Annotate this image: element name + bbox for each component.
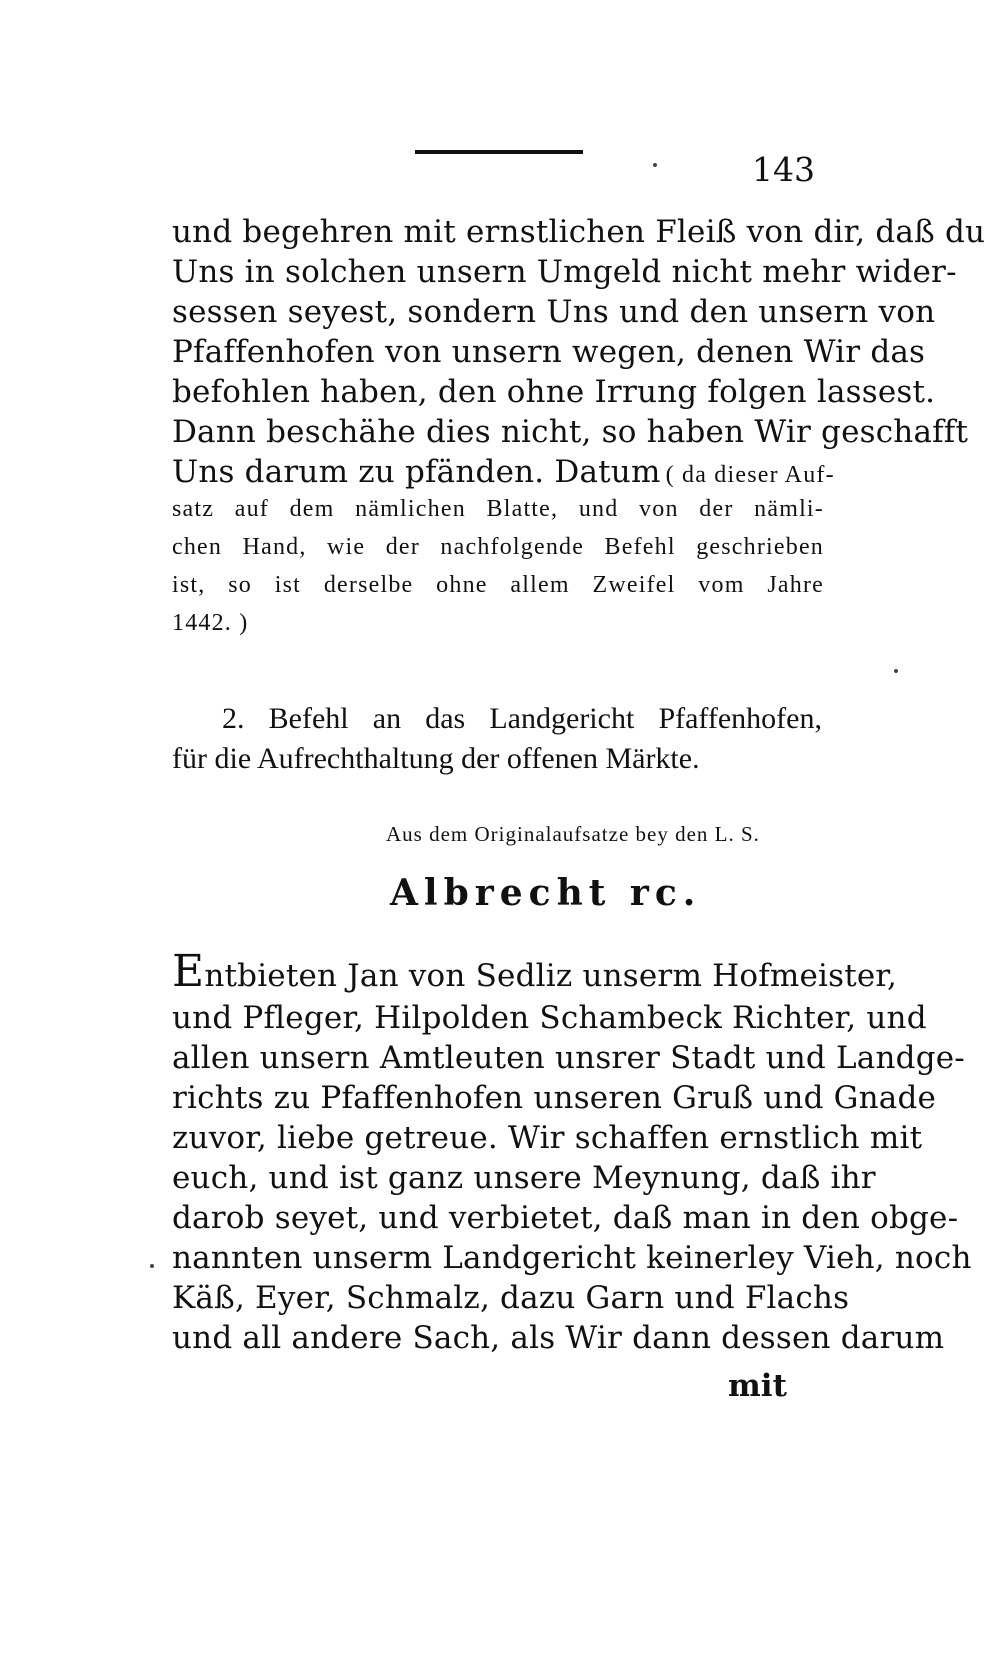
ink-speck (150, 1264, 154, 1268)
text-line: und all andere Sach, als Wir dann dessen darum (172, 1320, 945, 1356)
drop-cap: E (172, 946, 205, 997)
fraktur-segment: Uns darum zu pfänden. Datum (172, 454, 661, 490)
text-line: und Pfleger, Hilpolden Schambeck Richter, und (172, 1000, 927, 1036)
text-line: darob seyet, und verbietet, daß man in den obge- (172, 1200, 959, 1236)
page-number: 143 (752, 150, 815, 189)
text-line: zuvor, liebe getreue. Wir schaffen ernstlich mit (172, 1120, 923, 1156)
text-line: Pfaffenhofen von unsern wegen, denen Wir das (172, 334, 926, 370)
text-line: Käß, Eyer, Schmalz, dazu Garn und Flachs (172, 1280, 850, 1316)
ink-speck (653, 163, 657, 167)
document-author: Albrecht rc. (390, 872, 702, 914)
text-line: euch, und ist ganz unsere Meynung, daß ihr (172, 1160, 876, 1196)
text-line: befohlen haben, den ohne Irrung folgen lassest. (172, 374, 936, 410)
text-line: nannten unserm Landgericht keinerley Vieh, noch (172, 1240, 972, 1276)
section-heading-cont: für die Aufrechthaltung der offenen Märkte. (172, 742, 700, 775)
text-line: Uns in solchen unsern Umgeld nicht mehr wider- (172, 254, 957, 290)
section-heading: 2. Befehl an das Landgericht Pfaffenhofen, (222, 702, 822, 735)
antiqua-segment: ( da dieser Auf- (665, 462, 835, 488)
text-line: richts zu Pfaffenhofen unseren Gruß und Gnade (172, 1080, 937, 1116)
first-line-text: ntbieten Jan von Sedliz unserm Hofmeister, (204, 958, 898, 994)
text-line-first (172, 946, 898, 997)
catchword: mit (728, 1368, 787, 1404)
text-line: allen unsern Amtleuten unsrer Stadt und Landge- (172, 1040, 965, 1076)
ink-speck (894, 669, 898, 673)
header-rule (415, 150, 583, 154)
text-line: satz auf dem nämlichen Blatte, und von der nämli- (172, 496, 824, 522)
text-line: Dann beschähe dies nicht, so haben Wir geschafft (172, 414, 969, 450)
source-note: Aus dem Originalaufsatze bey den L. S. (386, 822, 760, 846)
text-line: und begehren mit ernstlichen Fleiß von dir, daß du (172, 214, 986, 250)
text-line: ist, so ist derselbe ohne allem Zweifel vom Jahre (172, 572, 824, 598)
text-line: chen Hand, wie der nachfolgende Befehl geschrieben (172, 534, 824, 560)
text-line-mixed (172, 454, 835, 490)
text-line: sessen seyest, sondern Uns und den unsern von (172, 294, 936, 330)
text-line: 1442. ) (172, 610, 249, 636)
